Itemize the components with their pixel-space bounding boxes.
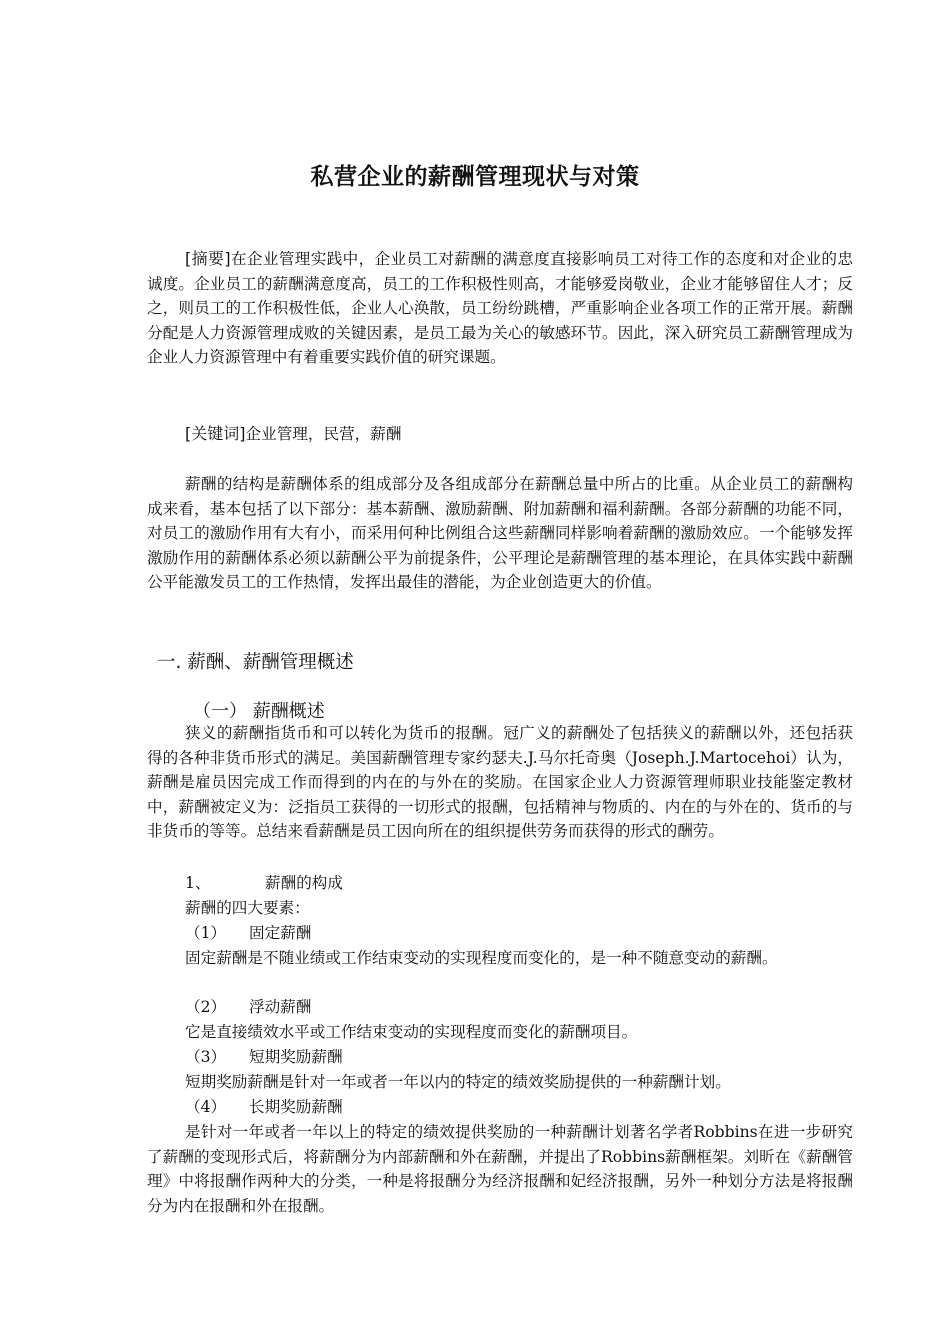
element-heading [185,921,311,946]
section-heading: 一. 薪酬、薪酬管理概述 [157,652,354,673]
intro-paragraph: 薪酬的结构是薪酬体系的组成部分及各组成部分在薪酬总量中所占的比重。从企业员工的薪酬构成来看，基本包括了以下部分：基本薪酬、激励薪酬、附加薪酬和福利薪酬。各部分薪酬的功能不同，对员工的激励作用有大有小，而采用何种比例组合这些薪酬同样影响着薪酬的激励效应。一个能够发挥激励作用的薪酬体系必须以薪酬公平为前提条件，公平理论是薪酬管理的基本理论，在具体实践中薪酬公平能激发员工的工作热情，发挥出最佳的潜能，为企业创造更大的价值。 [147,475,853,592]
element-description: 是针对一年或者一年以上的特定的绩效提供奖励的一种薪酬计划著名学者Robbins在进一步研究了薪酬的变现形式后，将薪酬分为内部薪酬和外在薪酬，并提出了Robbins薪酬框架。刘昕在《薪酬管理》中将报酬作两种大的分类，一种是将报酬分为经济报酬和妃经济报酬，另外一种划分方法是将报酬分为内在报酬和外在报酬。 [147,1123,853,1215]
element-number: （3） [185,1048,227,1066]
keywords-text: 企业管理，民营，薪酬 [245,425,402,443]
element-number: （2） [185,998,227,1016]
element-description: 短期奖励薪酬是针对一年或者一年以内的特定的绩效奖励提供的一种薪酬计划。 [185,1073,731,1091]
element-heading [185,995,311,1020]
element-description: 它是直接绩效水平或工作结束变动的实现程度而变化的薪酬项目。 [185,1023,638,1041]
definition-paragraph: 狭义的薪酬指货币和可以转化为货币的报酬。冠广义的薪酬处了包括狭义的薪酬以外，还包括获得的各种非货币形式的满足。美国薪酬管理专家约瑟夫.J.马尔托奇奥（Joseph.J.Martocehoi）认为，薪酬是雇员因完成工作而得到的内在的与外在的奖励。在国家企业人力资源管理师职业技能鉴定教材中，薪酬被定义为：泛指员工获得的一切形式的报酬，包括精神与物质的、内在的与外在的、货币的与非货币的等等。总结来看薪酬是员工因向所在的组织提供劳务而获得的形式的酬劳。 [147,724,853,841]
element-number: （4） [185,1098,227,1116]
keywords-label: [关键词] [185,424,246,443]
keywords-paragraph [147,422,853,447]
abstract-text: 在企业管理实践中，企业员工对薪酬的满意度直接影响员工对待工作的态度和对企业的忠诚度。企业员工的薪酬满意度高，员工的工作积极性则高，才能够爱岗敬业，企业才能够留住人才；反之，则员工的工作积极性低，企业人心涣散，员工纷纷跳槽，严重影响企业各项工作的正常开展。薪酬分配是人力资源管理成败的关键因素，是员工最为关心的敏感环节。因此，深入研究员工薪酬管理成为企业人力资源管理中有着重要实践价值的研究课题。 [147,250,853,367]
element-title: 长期奖励薪酬 [249,1098,343,1116]
element-heading [185,1045,343,1070]
element-heading [185,1095,343,1120]
element-number: （1） [185,924,227,942]
subsection-heading: （一） 薪酬概述 [193,701,325,722]
list-item-composition [185,871,343,896]
abstract-paragraph [147,247,853,370]
element-title: 短期奖励薪酬 [249,1048,343,1066]
four-elements-intro: 薪酬的四大要素： [185,899,310,917]
element-title: 浮动薪酬 [249,998,312,1016]
element-title: 固定薪酬 [249,924,312,942]
list-number: 1、 [185,874,211,892]
list-item-title: 薪酬的构成 [265,874,343,892]
element-description: 固定薪酬是不随业绩或工作结束变动的实现程度而变化的，是一种不随意变动的薪酬。 [185,949,778,967]
document-title: 私营企业的薪酬管理现状与对策 [310,164,640,190]
abstract-label: [摘要] [185,249,231,268]
